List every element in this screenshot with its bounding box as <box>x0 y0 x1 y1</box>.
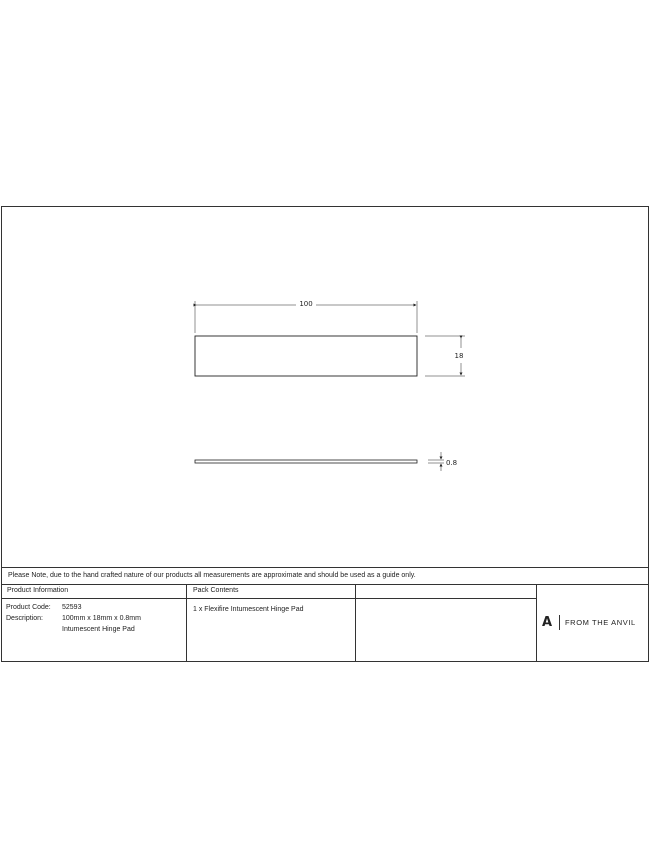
pad-top-view <box>195 336 417 376</box>
product-info-header: Product Information <box>7 587 69 594</box>
brand-name: FROM THE ANVIL <box>565 618 636 627</box>
thickness-label: 0.8 <box>446 459 458 467</box>
product-code-label: Product Code: <box>6 604 51 611</box>
description-value <box>62 613 141 635</box>
pad-side-view <box>195 460 417 463</box>
title-block <box>1 584 649 662</box>
disclaimer-note: Please Note, due to the hand crafted nature of our products all measurements are approximate and should be used as a guide only. <box>1 567 649 585</box>
product-code-value: 52593 <box>62 604 82 611</box>
pack-contents-item: 1 x Flexifire Intumescent Hinge Pad <box>193 606 304 613</box>
description-label: Description: <box>6 615 43 622</box>
description-line-1: 100mm x 18mm x 0.8mm <box>62 615 141 622</box>
brand-logo-mark: A <box>542 615 553 630</box>
product-info-body <box>6 602 184 635</box>
width-label: 18 <box>454 352 464 360</box>
length-dimension <box>195 300 417 333</box>
length-label: 100 <box>299 300 313 308</box>
thickness-dimension <box>428 452 457 471</box>
description-line-2: Intumescent Hinge Pad <box>62 626 135 633</box>
width-dimension <box>425 336 465 376</box>
pack-contents-header: Pack Contents <box>193 587 239 594</box>
